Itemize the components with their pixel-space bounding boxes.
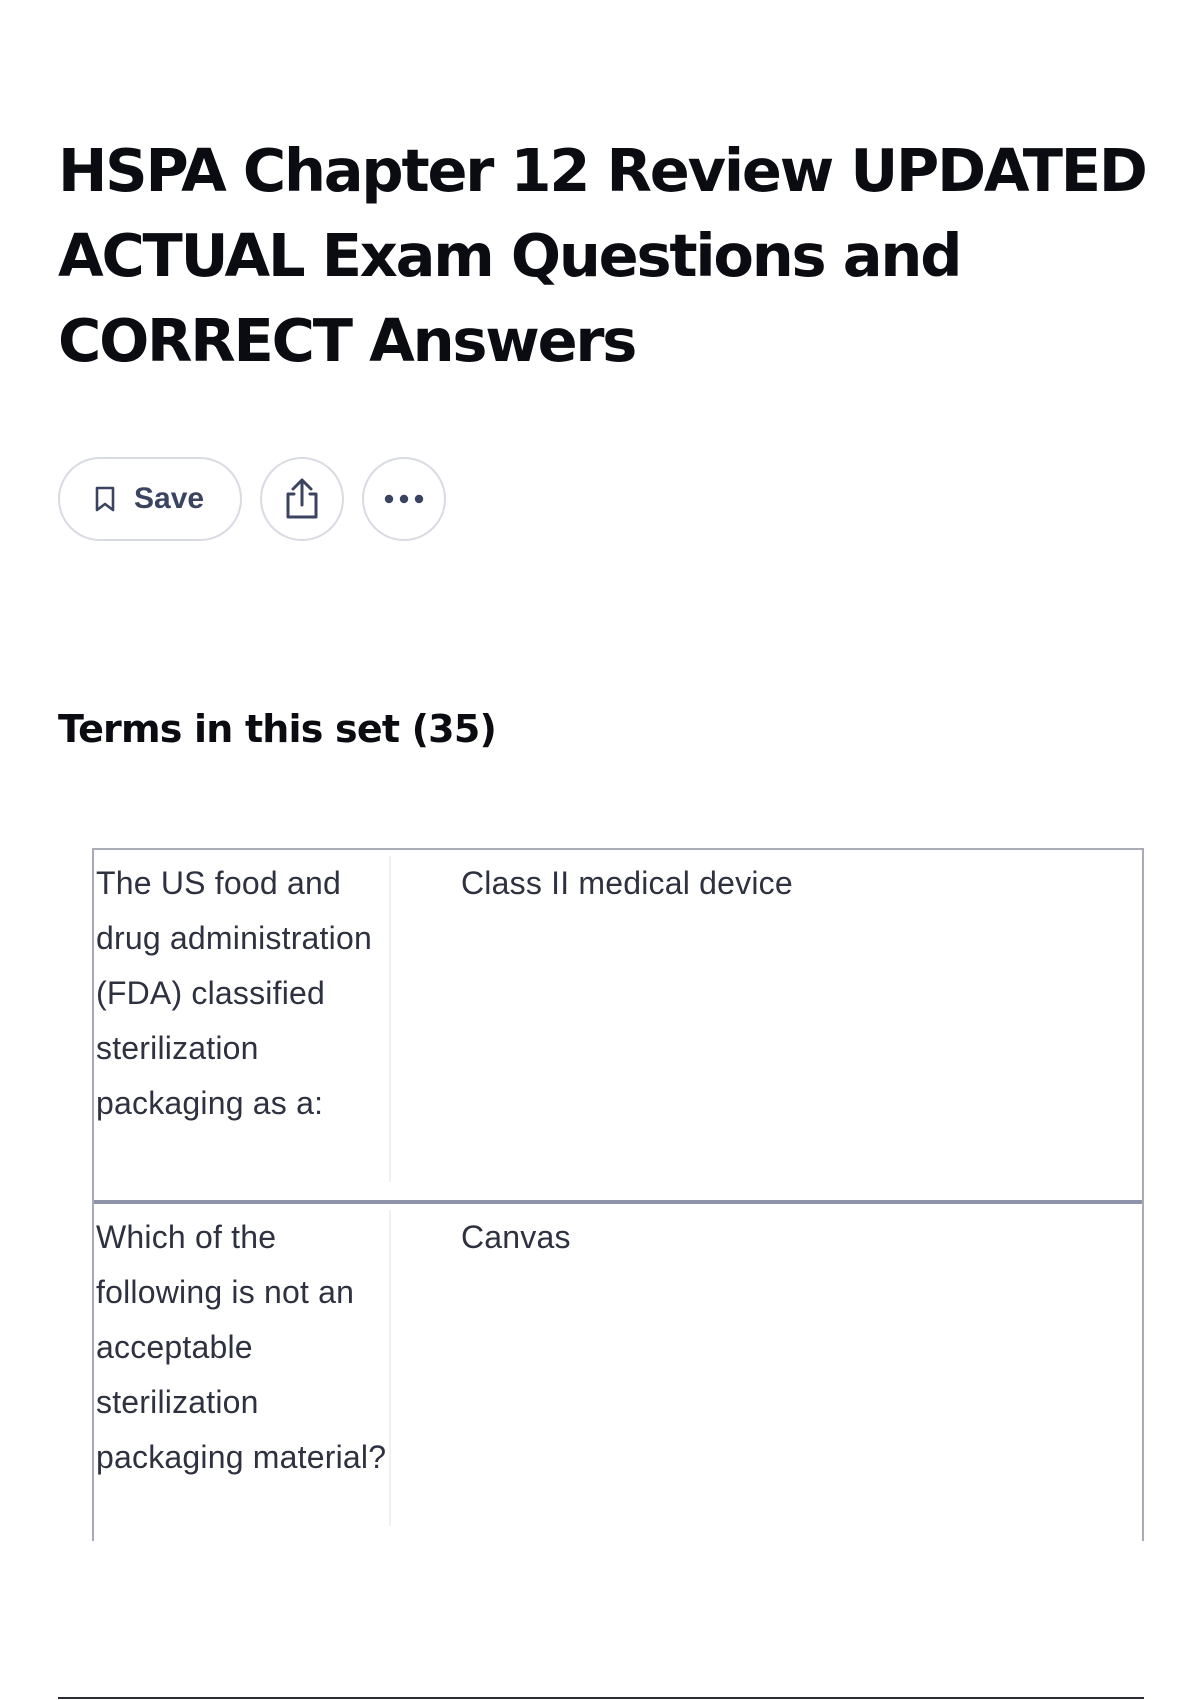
action-bar <box>58 457 446 541</box>
definition-text: Canvas <box>461 1219 571 1255</box>
page-title: HSPA Chapter 12 Review UPDATED ACTUAL Exam Questions and CORRECT Answers <box>58 136 1146 375</box>
term-text: Which of the following is not an acceptable sterilization packaging material? <box>94 1210 391 1526</box>
terms-heading: Terms in this set (35) <box>58 707 497 751</box>
share-button[interactable] <box>260 457 344 541</box>
term-card[interactable] <box>94 1204 1142 1541</box>
more-options-button[interactable] <box>362 457 446 541</box>
divider <box>58 1697 1144 1699</box>
terms-table <box>92 848 1144 1541</box>
save-button[interactable] <box>58 457 242 541</box>
bookmark-icon <box>94 485 116 513</box>
term-text: The US food and drug administration (FDA) classified sterilization packaging as a: <box>94 856 391 1182</box>
term-card[interactable] <box>94 850 1142 1204</box>
save-button-label: Save <box>134 482 205 515</box>
share-icon <box>282 477 322 521</box>
more-options-icon <box>383 494 425 504</box>
definition-text: Class II medical device <box>461 865 793 901</box>
